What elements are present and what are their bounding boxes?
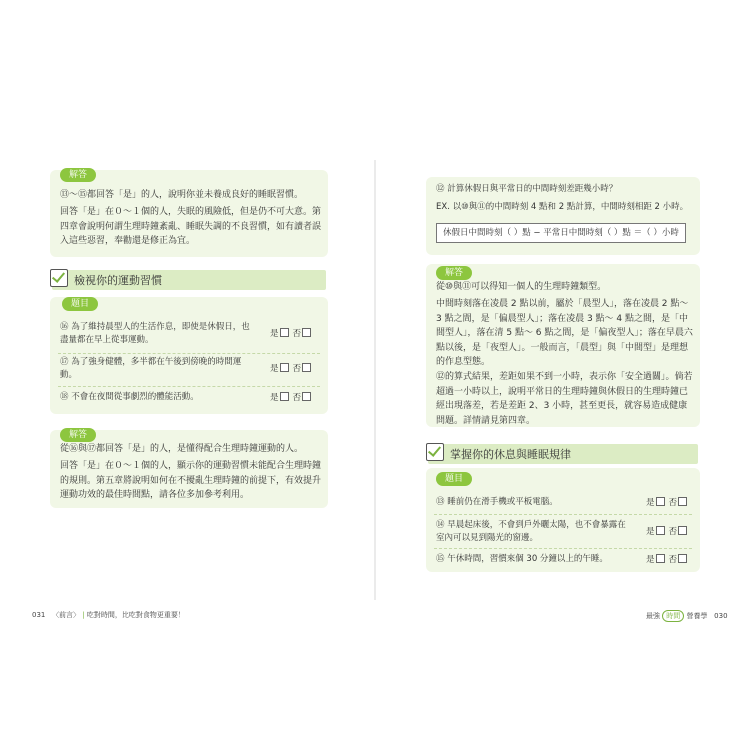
yes-checkbox[interactable] [656,497,665,506]
answer-tag: 解答 [60,168,96,182]
right-footer [646,610,728,622]
question-tag: 題目 [62,297,98,311]
question-17: ⑰ 為了強身健體，多半都在午後到傍晚的時間運動。 [60,357,242,380]
divider [434,548,692,549]
left-footer: 031 〈前言〉 | 吃對時間，比吃對食物更重要！ [32,611,185,619]
yes-no-17[interactable]: 是 否 [270,362,315,374]
formula-box: 休假日中間時刻（ ）點 − 平常日中間時刻（ ）點 ＝（ ）小時 [436,223,686,243]
yes-no-13[interactable]: 是 否 [646,496,691,508]
yes-no-15[interactable]: 是 否 [646,553,691,565]
answer-text: 回答「是」在０～１個的人，失眠的風險低，但是仍不可大意。第四章會說明何謂生理時鐘紊亂、睡眠失調的不良習慣，如有讀者誤入這些惡習，奉勸還是修正為宜。 [60,207,322,246]
answer-tag: 解答 [436,266,472,280]
question-18: ⑱ 不會在夜間從事劇烈的體能活動。 [60,392,199,402]
no-checkbox[interactable] [678,554,687,563]
no-checkbox[interactable] [302,328,311,337]
example-text: EX. 以⑩與⑪的中間時刻 4 點和 2 點計算，中間時刻相距 2 小時。 [436,202,689,212]
answer-box-chronotype [426,264,700,427]
answer-text: 回答「是」在０～１個的人，顯示你的運動習慣未能配合生理時鐘的規則。第五章將說明如何在不擾亂生理時鐘的前提下，有效提升運動功效的最佳時間點，請各位多加參考利用。 [60,461,322,500]
divider [58,386,320,387]
section-heading-exercise [52,270,326,290]
answer-text: ⑬～⑮都回答「是」的人，說明你並未養成良好的睡眠習慣。 [60,190,304,200]
no-checkbox[interactable] [302,363,311,372]
answer-tag: 解答 [60,428,96,442]
yes-no-14[interactable]: 是 否 [646,525,691,537]
yes-no-18[interactable]: 是 否 [270,391,315,403]
question-16: ⑯ 為了維持晨型人的生活作息，即使是休假日，也盡量都在早上從事運動。 [60,322,250,345]
book-title-1: 最強 [646,612,660,620]
page-gutter [374,160,376,600]
yes-no-16[interactable]: 是 否 [270,327,315,339]
checkbox-icon [426,443,444,461]
answer-text: 從⑯與⑰都回答「是」的人，是懂得配合生理時鐘運動的人。 [60,444,304,454]
question-tag: 題目 [436,472,472,486]
yes-checkbox[interactable] [280,328,289,337]
question-14: ⑭ 早晨起床後，不會到戶外曬太陽，也不會暴露在室內可以見到陽光的窗邊。 [436,520,626,543]
page-number: 030 [714,612,728,620]
question-15: ⑮ 午休時間，習慣來個 30 分鐘以上的午睡。 [436,554,608,564]
footer-part: 〈前言〉 [52,611,81,619]
yes-checkbox[interactable] [656,554,665,563]
divider [434,514,692,515]
checkbox-icon [50,269,68,287]
section-title: 檢視你的運動習慣 [74,274,162,287]
page-number: 031 [32,611,46,619]
no-checkbox[interactable] [302,392,311,401]
answer-text: 中間時刻落在凌晨 2 點以前，屬於「晨型人」，落在凌晨 2 點～ 3 點之間，是「偏晨型人」；落在凌晨 3 點～ 4 點之間，是「中間型人」，落在清 5 點～ 6 點之間，是「偏夜型人」；落在早晨六點以後，是「夜型人」。一般而言，「晨型」與「中間型」是理想的作息型態。 [436,299,693,367]
question-13: ⑬ 睡前仍在滑手機或平板電腦。 [436,497,558,507]
yes-checkbox[interactable] [656,526,665,535]
section-heading-sleep [428,444,698,464]
answer-text: 從⑩與⑪可以得知一個人的生理時鐘類型。 [436,282,607,292]
answer-text: ⑫的算式結果，差距如果不到一小時，表示你「安全過關」。倘若超過一小時以上，說明平常日的生理時鐘與休假日的生理時鐘已經出現落差，若是差距 2、3 小時，甚至更長，就容易造成健康問題。詳情請見第四章。 [436,372,693,426]
question-box-12 [426,177,700,255]
book-title-2: 時間 [662,610,684,622]
footer-title: 吃對時間，比吃對食物更重要！ [86,611,185,619]
question-12: ⑫ 計算休假日與平常日的中間時刻差距幾小時？ [436,184,618,194]
section-title: 掌握你的休息與睡眠規律 [450,448,571,461]
yes-checkbox[interactable] [280,392,289,401]
book-title-3: 營養學 [686,612,708,620]
answer-box-sleep [50,170,328,257]
divider [58,353,320,354]
answer-box-exercise [50,430,328,508]
no-checkbox[interactable] [678,526,687,535]
yes-checkbox[interactable] [280,363,289,372]
no-checkbox[interactable] [678,497,687,506]
